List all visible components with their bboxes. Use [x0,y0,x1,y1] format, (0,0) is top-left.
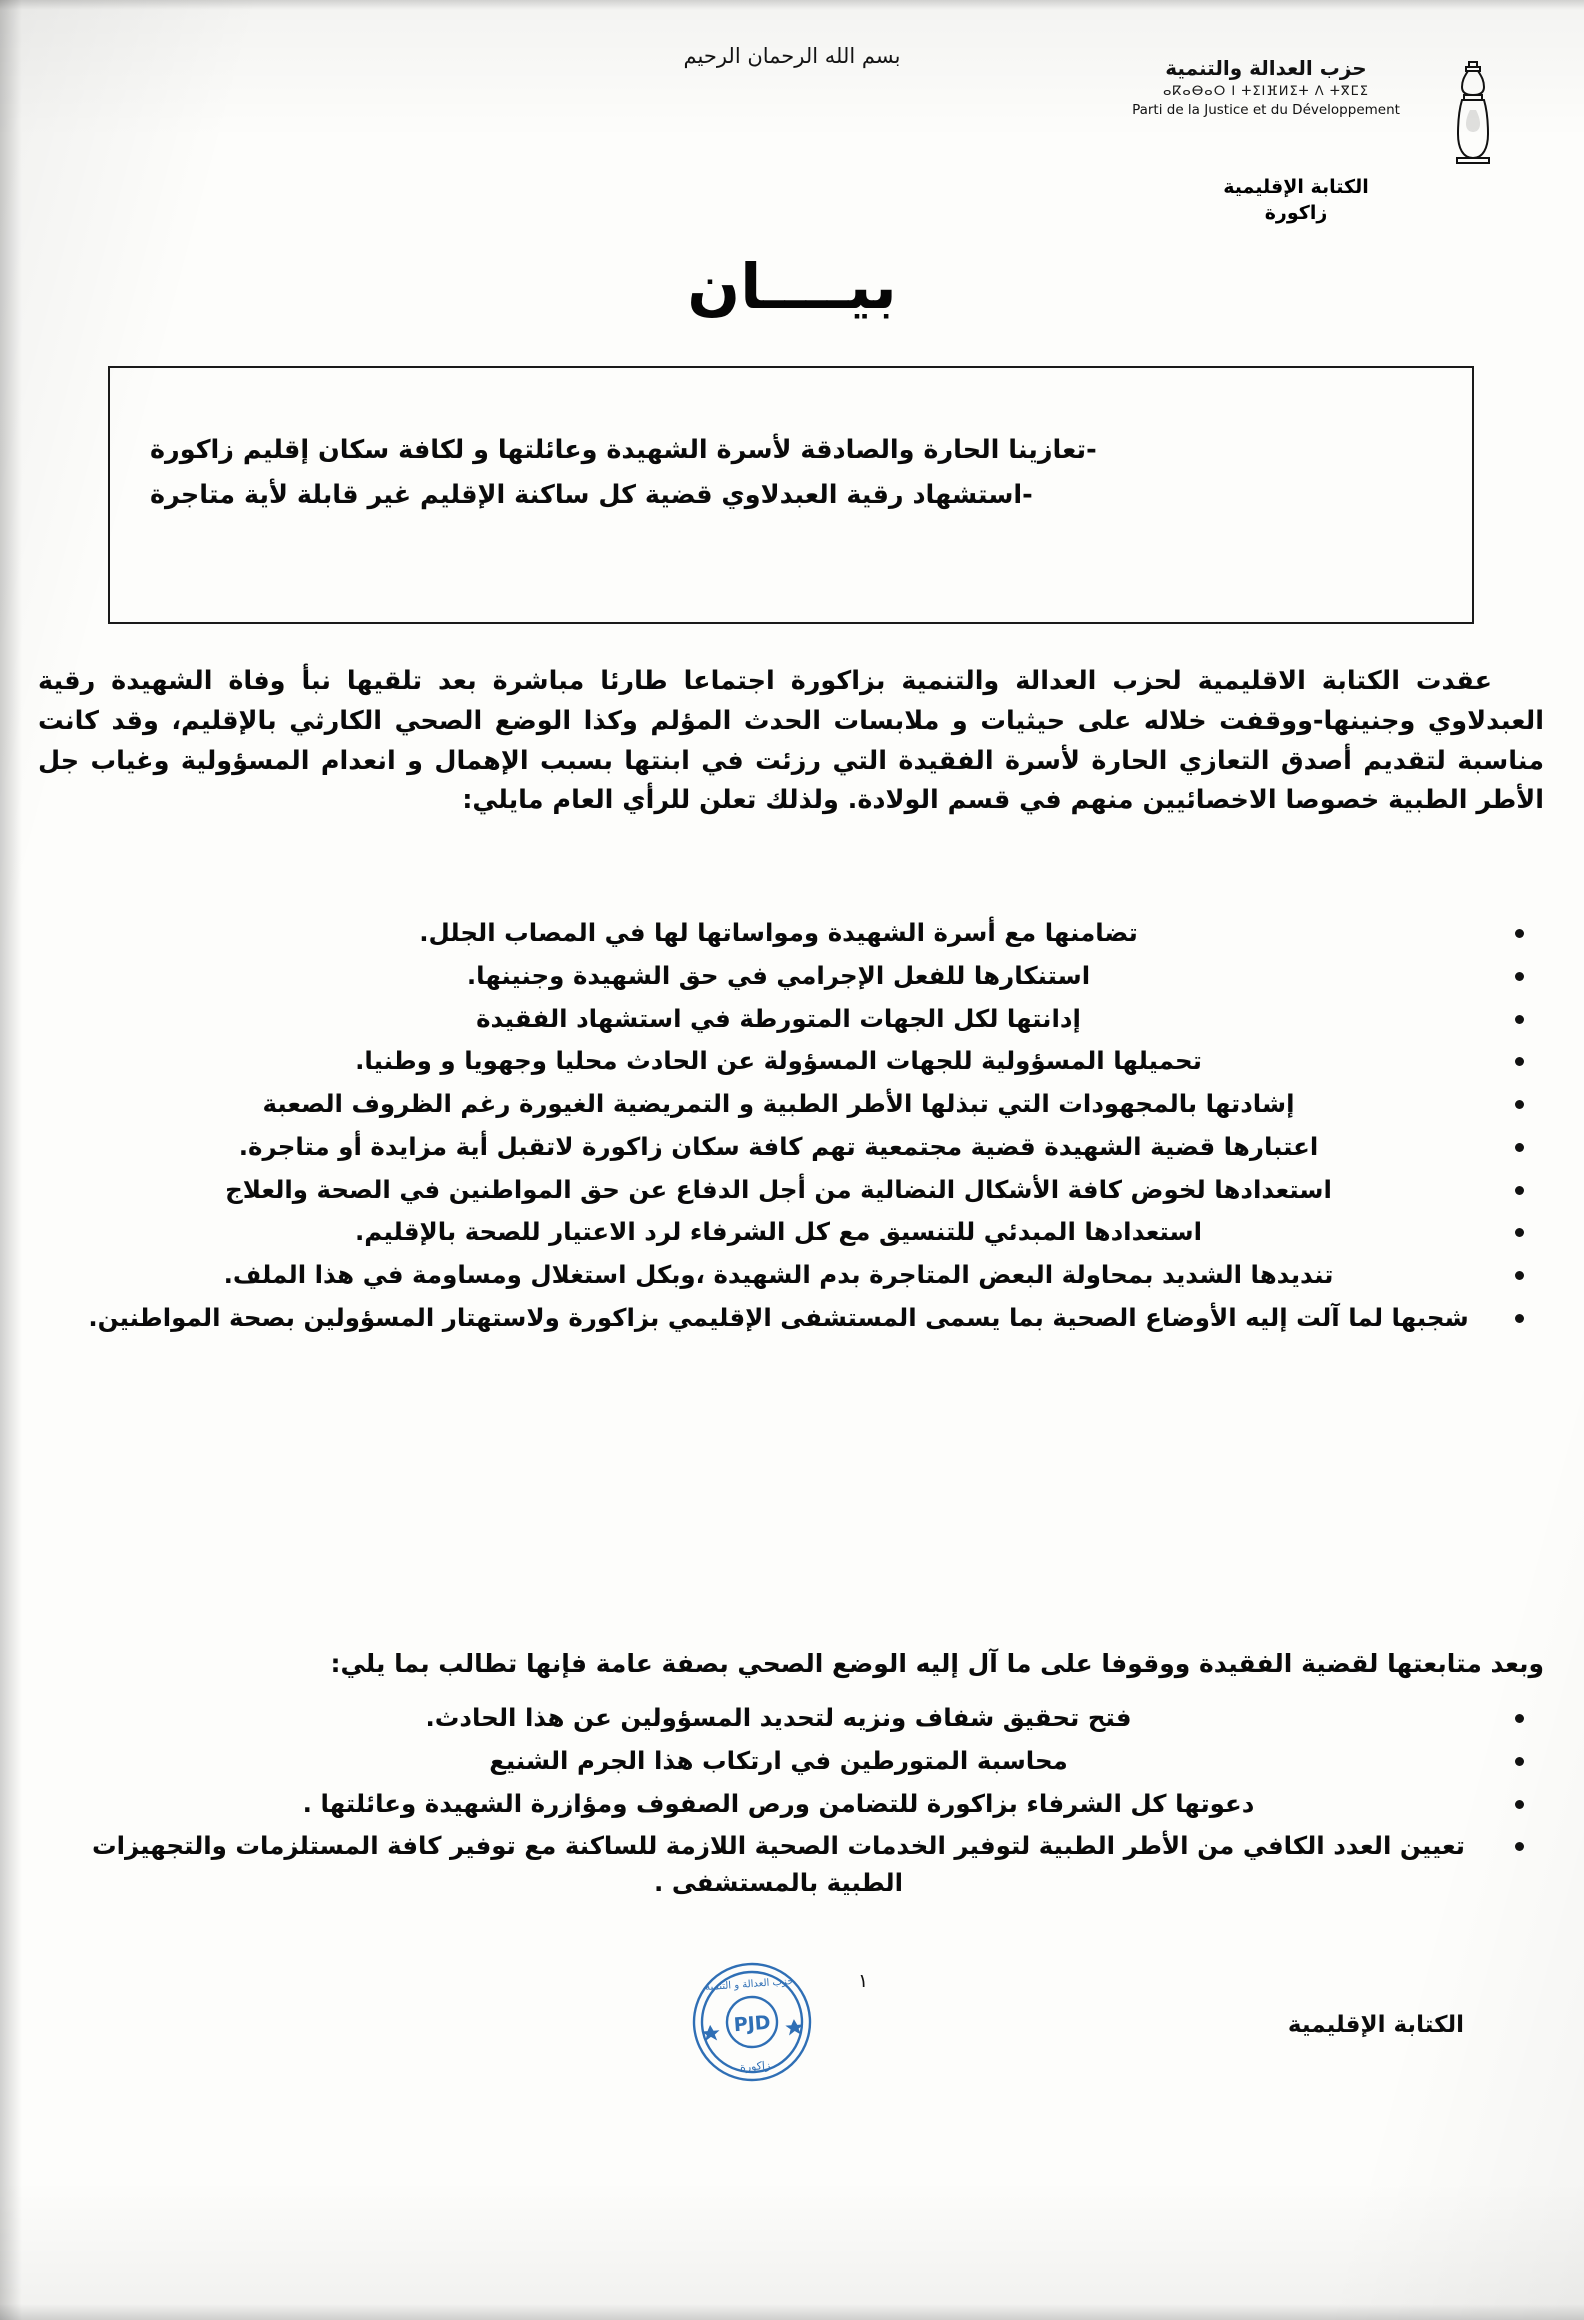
list-item-text: فتح تحقيق شفاف ونزيه لتحديد المسؤولين عن هذا الحادث. [425,1703,1132,1732]
list-item [60,1129,1524,1166]
list-item [60,1043,1524,1080]
bullet-dot-icon [1515,1228,1524,1237]
list-item-text: استنكارها للفعل الإجرامي في حق الشهيدة وجنينها. [466,960,1091,990]
page-number: ١ [858,1970,869,1992]
bullet-dot-icon [1515,1143,1524,1152]
list-item [60,1786,1524,1823]
statement-dash: - [1022,480,1033,511]
statement-item [150,475,1432,516]
bullet-dot-icon [1515,929,1524,938]
list-item-text: محاسبة المتورطين في ارتكاب هذا الجرم الشنيع [489,1745,1068,1775]
lamp-icon [1450,58,1496,166]
basmala-text: بسم الله الرحمان الرحيم [683,44,901,68]
party-name-arabic: حزب العدالة والتنمية [1165,56,1367,80]
list-item [60,1828,1524,1902]
statement-dash: - [1086,435,1097,465]
list-item-text: استعدادها لخوض كافة الأشكال النضالية من أجل الدفاع عن حق المواطنين في الصحة والعلاج [225,1174,1332,1204]
letterhead [1096,56,1496,224]
list-item [60,1300,1524,1337]
bullet-dot-icon [1515,1271,1524,1280]
bullet-dot-icon [1515,1100,1524,1109]
bullet-dot-icon [1515,1800,1524,1809]
official-stamp [677,1947,826,2096]
list-item [60,1086,1524,1123]
list-item-text: تضامنها مع أسرة الشهيدة ومواساتها لها في المصاب الجلل. [419,918,1138,947]
list-item-text: إدانتها لكل الجهات المتورطة في استشهاد الفقيدة [476,1003,1081,1033]
list-item-text: تعيين العدد الكافي من الأطر الطبية لتوفير الخدمات الصحية اللازمة للساكنة مع توفير كافة المستلزمات والتجهيزات الطبية بالمستشفى . [91,1831,1465,1897]
statement-box [108,366,1474,624]
declarations-list [60,915,1524,1343]
svg-text:حزب العدالة و التنمية: حزب العدالة و التنمية [704,1976,794,1994]
list-item-text: تنديدها الشديد بمحاولة البعض المتاجرة بدم الشهيدة ،وبكل استغلال ومساومة في هذا الملف. [223,1260,1334,1289]
list-item [60,1743,1524,1780]
svg-text:زاكورة: زاكورة [739,2058,771,2074]
list-item [60,1214,1524,1251]
list-item [60,1700,1524,1737]
page-title: بيــــان [687,250,897,323]
party-name-french: Parti de la Justice et du Développement [1132,102,1400,118]
list-item [60,1257,1524,1294]
scan-edge-shadow-bottom [0,2304,1584,2320]
bullet-dot-icon [1515,1186,1524,1195]
statement-text: تعازينا الحارة والصادقة لأسرة الشهيدة وعائلتها و لكافة سكان إقليم زاكورة [150,435,1087,465]
list-item-text: اعتبارها قضية الشهيدة قضية مجتمعية تهم كافة سكان زاكورة لاتقبل أية مزايدة أو متاجرة. [238,1131,1319,1161]
list-item-text: إشادتها بالمجهودات التي تبذلها الأطر الطبية و التمريضية الغيورة رغم الظروف الصعبة [262,1089,1295,1118]
bullet-dot-icon [1515,972,1524,981]
demands-intro-paragraph: وبعد متابعتها لقضية الفقيدة ووقوفا على ما آل إليه الوضع الصحي بصفة عامة فإنها تطالب بما يلي: [330,1649,1544,1678]
intro-paragraph: عقدت الكتابة الاقليمية لحزب العدالة والتنمية بزاكورة اجتماعا طارئا مباشرة بعد تلقيها نبأ وفاة الشهيدة رقية العبدلاوي وجنينها-ووقفت خلاله على حيثيات و ملابسات الحدث المؤلم وكذا الوضع الصحي الكارثي بالإقليم، وقد كانت مناسبة لتقديم أصدق التعازي الحارة لأسرة الفقيدة التي رزئت في ابنتها بسبب الإهمال و انعدام المسؤولية وغياب جل الأطر الطبية خصوصا الاخصائيين منهم في قسم الولادة. ولذلك تعلن للرأي العام مايلي: [38,666,1544,816]
bullet-dot-icon [1515,1714,1524,1723]
office-line-1: الكتابة الإقليمية [1223,176,1369,198]
bullet-dot-icon [1515,1015,1524,1024]
list-item [60,1001,1524,1038]
bullet-dot-icon [1515,1757,1524,1766]
statement-text: استشهاد رقية العبدلاوي قضية كل ساكنة الإقليم غير قابلة لأية متاجرة [150,480,1023,511]
scan-edge-shadow-top [0,0,1584,10]
list-item-text: استعدادها المبدئي للتنسيق مع كل الشرفاء لرد الاعتيار للصحة بالإقليم. [354,1217,1203,1247]
list-item [60,958,1524,995]
bullet-dot-icon [1515,1314,1524,1323]
scan-edge-shadow-left [0,0,22,2320]
list-item-text: تحميلها المسؤولية للجهات المسؤولة عن الحادث محليا وجهويا و وطنيا. [355,1046,1202,1076]
letterhead-text-block [1096,56,1436,118]
party-name-tifinagh: ⴰⴽⴰⴱⴰⵔ ⵏ ⵜⵉⵏⴼⵍⵉⵜ ⴷ ⵜⴳⵎⵉ [1163,84,1369,99]
demands-list [60,1700,1524,1908]
svg-text:PJD: PJD [733,2011,772,2037]
footer-signature: الكتابة الإقليمية [1287,2012,1464,2038]
office-line-2: زاكورة [1264,202,1328,224]
bullet-dot-icon [1515,1842,1524,1851]
letterhead-row [1096,56,1496,166]
bullet-dot-icon [1515,1057,1524,1066]
statement-item [150,430,1432,471]
list-item-text: شجبها لما آلت إليه الأوضاع الصحية بما يسمى المستشفى الإقليمي بزاكورة ولاستهتار المسؤولين بصحة المواطنين. [88,1302,1469,1332]
statement-list [150,430,1432,517]
list-item-text: دعوتها كل الشرفاء بزاكورة للتضامن ورص الصفوف ومؤازرة الشهيدة وعائلتها . [302,1788,1255,1818]
list-item [60,1172,1524,1209]
list-item [60,915,1524,952]
